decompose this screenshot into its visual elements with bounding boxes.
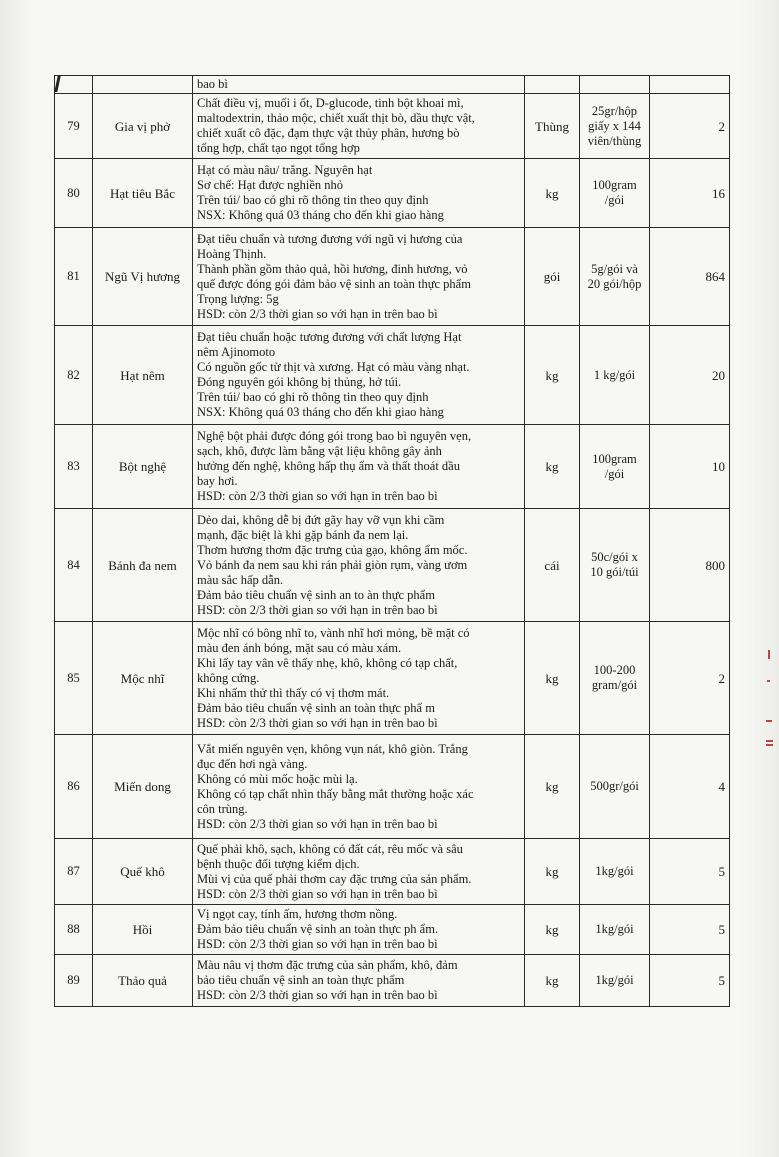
item-number: 80 xyxy=(55,159,93,228)
item-number: 84 xyxy=(55,509,93,622)
item-name: Bột nghệ xyxy=(93,425,193,509)
goods-table-body xyxy=(55,76,730,1007)
item-description xyxy=(193,622,525,735)
description-line: bảo tiêu chuẩn vệ sinh an toàn thực phẩm xyxy=(197,973,405,987)
item-quantity: 10 xyxy=(650,425,730,509)
description-line: Mùi vị của quế phải thơm cay đặc trưng của sản phẩm. xyxy=(197,871,472,886)
item-name: Hạt tiêu Bắc xyxy=(93,159,193,228)
item-quantity xyxy=(650,76,730,94)
description-line: nêm Ajinomoto xyxy=(197,345,276,359)
description-line: Sơ chế: Hạt được nghiền nhỏ xyxy=(197,178,344,192)
table-row xyxy=(55,94,730,159)
item-unit: kg xyxy=(525,955,580,1007)
description-line: Trên túi/ bao có ghi rõ thông tin theo quy định xyxy=(197,193,429,207)
description-line: Nghệ bột phải được đóng gói trong bao bì nguyên vẹn, xyxy=(197,429,472,443)
description-line: không cứng. xyxy=(197,670,260,685)
table-row xyxy=(55,735,730,839)
description-line: NSX: Không quá 03 tháng cho đến khi giao hàng xyxy=(197,208,444,222)
description-line: Dẻo dai, không dễ bị đứt gãy hay vỡ vụn khi cầm xyxy=(197,512,445,527)
description-line: Vắt miến nguyên vẹn, không vụn nát, khô giòn. Trắng xyxy=(197,741,468,756)
description-line: Khi lấy tay vân vê thấy nhẹ, khô, không có tạp chất, xyxy=(197,655,458,670)
description-line: HSD: còn 2/3 thời gian so với hạn in trên bao bì xyxy=(197,816,438,831)
description-line: bao bì xyxy=(197,77,228,91)
margin-marks xyxy=(766,650,774,750)
description-line: quế được đóng gói đảm bảo vệ sinh an toàn thực phẩm xyxy=(197,276,471,291)
table-row xyxy=(55,839,730,905)
item-quantity: 16 xyxy=(650,159,730,228)
table-row xyxy=(55,622,730,735)
item-description xyxy=(193,905,525,955)
item-name: Quế khô xyxy=(93,839,193,905)
item-name xyxy=(93,76,193,94)
item-number: 86 xyxy=(55,735,93,839)
description-line: Đảm bảo tiêu chuẩn vệ sinh an to àn thực phẩm xyxy=(197,587,435,602)
item-packaging-spec: 50c/gói x 10 gói/túi xyxy=(580,509,650,622)
item-description xyxy=(193,509,525,622)
item-description xyxy=(193,839,525,905)
description-line: màu sắc hấp dẫn. xyxy=(197,572,284,587)
description-line: Thành phần gồm thảo quả, hồi hương, đinh hương, vỏ xyxy=(197,261,468,276)
description-line: hưởng đến nghệ, không hấp thụ ẩm và thất thoát dầu xyxy=(197,459,460,473)
item-packaging-spec: 1kg/gói xyxy=(580,905,650,955)
description-line: HSD: còn 2/3 thời gian so với hạn in trên bao bì xyxy=(197,937,438,951)
table-row xyxy=(55,326,730,425)
description-line: Chất điều vị, muối i ốt, D-glucode, tinh bột khoai mì, xyxy=(197,96,464,110)
description-line: Trọng lượng: 5g xyxy=(197,291,279,306)
item-unit: kg xyxy=(525,735,580,839)
item-name: Bánh đa nem xyxy=(93,509,193,622)
description-line: Đóng nguyên gói không bị thủng, hở túi. xyxy=(197,375,402,389)
description-line: Không có mùi mốc hoặc mùi lạ. xyxy=(197,771,358,786)
item-description xyxy=(193,955,525,1007)
item-name: Mộc nhĩ xyxy=(93,622,193,735)
description-line: NSX: Không quá 03 tháng cho đến khi giao hàng xyxy=(197,405,444,419)
item-packaging-spec: 100gram /gói xyxy=(580,159,650,228)
item-packaging-spec: 100gram /gói xyxy=(580,425,650,509)
item-name: Hạt nêm xyxy=(93,326,193,425)
item-unit: gói xyxy=(525,228,580,326)
description-line: Thơm hương thơm đặc trưng của gạo, không ẩm mốc. xyxy=(197,542,468,557)
item-unit: kg xyxy=(525,425,580,509)
item-description xyxy=(193,76,525,94)
description-line: bay hơi. xyxy=(197,474,238,488)
item-unit: Thùng xyxy=(525,94,580,159)
item-number: 79 xyxy=(55,94,93,159)
item-number: 89 xyxy=(55,955,93,1007)
description-line: Có nguồn gốc từ thịt và xương. Hạt có màu vàng nhạt. xyxy=(197,360,470,374)
item-description xyxy=(193,228,525,326)
item-name: Hồi xyxy=(93,905,193,955)
item-quantity: 5 xyxy=(650,905,730,955)
item-packaging-spec: 500gr/gói xyxy=(580,735,650,839)
description-line: Đạt tiêu chuẩn hoặc tương đương với chất lượng Hạt xyxy=(197,330,462,344)
item-description xyxy=(193,94,525,159)
item-name: Miến dong xyxy=(93,735,193,839)
item-description xyxy=(193,159,525,228)
description-line: mạnh, đặc biệt là khi gặp bánh đa nem lại. xyxy=(197,527,409,542)
item-quantity: 2 xyxy=(650,94,730,159)
item-quantity: 864 xyxy=(650,228,730,326)
item-description xyxy=(193,425,525,509)
description-line: HSD: còn 2/3 thời gian so với hạn in trên bao bì xyxy=(197,306,438,321)
table-row xyxy=(55,425,730,509)
item-unit: kg xyxy=(525,159,580,228)
item-quantity: 2 xyxy=(650,622,730,735)
table-row xyxy=(55,76,730,94)
item-unit: kg xyxy=(525,326,580,425)
description-line: HSD: còn 2/3 thời gian so với hạn in trên bao bì xyxy=(197,886,438,901)
item-unit xyxy=(525,76,580,94)
description-line: Vị ngọt cay, tính ấm, hương thơm nồng. xyxy=(197,907,398,921)
description-line: Hoàng Thịnh. xyxy=(197,246,267,261)
item-unit: kg xyxy=(525,905,580,955)
item-number: 85 xyxy=(55,622,93,735)
goods-table xyxy=(54,75,730,1007)
description-line: đục đến hơi ngà vàng. xyxy=(197,756,308,771)
description-line: sạch, khô, được làm bằng vật liệu không gây ảnh xyxy=(197,444,442,458)
item-description xyxy=(193,735,525,839)
item-unit: cái xyxy=(525,509,580,622)
description-line: Đảm bảo tiêu chuẩn vệ sinh an toàn thực ph ẩm. xyxy=(197,922,439,936)
item-quantity: 20 xyxy=(650,326,730,425)
description-line: côn trùng. xyxy=(197,801,248,816)
item-quantity: 800 xyxy=(650,509,730,622)
item-packaging-spec: 5g/gói và 20 gói/hộp xyxy=(580,228,650,326)
item-number: 87 xyxy=(55,839,93,905)
item-packaging-spec: 1kg/gói xyxy=(580,955,650,1007)
description-line: Không có tạp chất nhìn thấy bằng mắt thường hoặc xác xyxy=(197,786,474,801)
description-line: Đạt tiêu chuẩn và tương đương với ngũ vị hương của xyxy=(197,231,463,246)
description-line: Mộc nhĩ có bông nhĩ to, vành nhĩ hơi mỏng, bề mặt có xyxy=(197,625,470,640)
description-line: tổng hợp, chất tạo ngọt tổng hợp xyxy=(197,141,360,155)
item-packaging-spec: 1 kg/gói xyxy=(580,326,650,425)
item-name: Thảo quả xyxy=(93,955,193,1007)
table-row xyxy=(55,955,730,1007)
table-row xyxy=(55,905,730,955)
description-line: Trên túi/ bao có ghi rõ thông tin theo quy định xyxy=(197,390,429,404)
item-quantity: 5 xyxy=(650,839,730,905)
description-line: Màu nâu vị thơm đặc trưng của sản phẩm, khô, đảm xyxy=(197,958,458,972)
description-line: Hạt có màu nâu/ trắng. Nguyên hạt xyxy=(197,163,373,177)
item-number: 81 xyxy=(55,228,93,326)
description-line: màu đen ánh bóng, mặt sau có màu xám. xyxy=(197,640,402,655)
item-number: 88 xyxy=(55,905,93,955)
item-quantity: 5 xyxy=(650,955,730,1007)
description-line: chiết xuất cô đặc, đạm thực vật thủy phân, hương bò xyxy=(197,126,460,140)
description-line: Đảm bảo tiêu chuẩn vệ sinh an toàn thực phẩ m xyxy=(197,700,435,715)
description-line: HSD: còn 2/3 thời gian so với hạn in trên bao bì xyxy=(197,715,438,730)
description-line: Khi nhấm thử thì thấy có vị thơm mát. xyxy=(197,685,390,700)
item-packaging-spec: 100-200 gram/gói xyxy=(580,622,650,735)
description-line: HSD: còn 2/3 thời gian so với hạn in trên bao bì xyxy=(197,602,438,617)
description-line: HSD: còn 2/3 thời gian so với hạn in trên bao bì xyxy=(197,988,438,1002)
description-line: bệnh thuộc đối tượng kiểm dịch. xyxy=(197,856,360,871)
description-line: Vỏ bánh đa nem sau khi rán phải giòn rụm, vàng ươm xyxy=(197,557,468,572)
table-row xyxy=(55,228,730,326)
item-packaging-spec xyxy=(580,76,650,94)
item-quantity: 4 xyxy=(650,735,730,839)
item-name: Ngũ Vị hương xyxy=(93,228,193,326)
item-number: 83 xyxy=(55,425,93,509)
table-row xyxy=(55,159,730,228)
description-line: maltodextrin, thảo mộc, chiết xuất thịt bò, dầu thực vật, xyxy=(197,111,475,125)
item-number: 82 xyxy=(55,326,93,425)
description-line: HSD: còn 2/3 thời gian so với hạn in trên bao bì xyxy=(197,489,438,503)
table-row xyxy=(55,509,730,622)
item-description xyxy=(193,326,525,425)
item-name: Gia vị phở xyxy=(93,94,193,159)
description-line: Quế phải khô, sạch, không có đất cát, rêu mốc và sâu xyxy=(197,841,463,856)
item-unit: kg xyxy=(525,622,580,735)
item-packaging-spec: 25gr/hộp giấy x 144 viên/thùng xyxy=(580,94,650,159)
item-packaging-spec: 1kg/gói xyxy=(580,839,650,905)
item-unit: kg xyxy=(525,839,580,905)
